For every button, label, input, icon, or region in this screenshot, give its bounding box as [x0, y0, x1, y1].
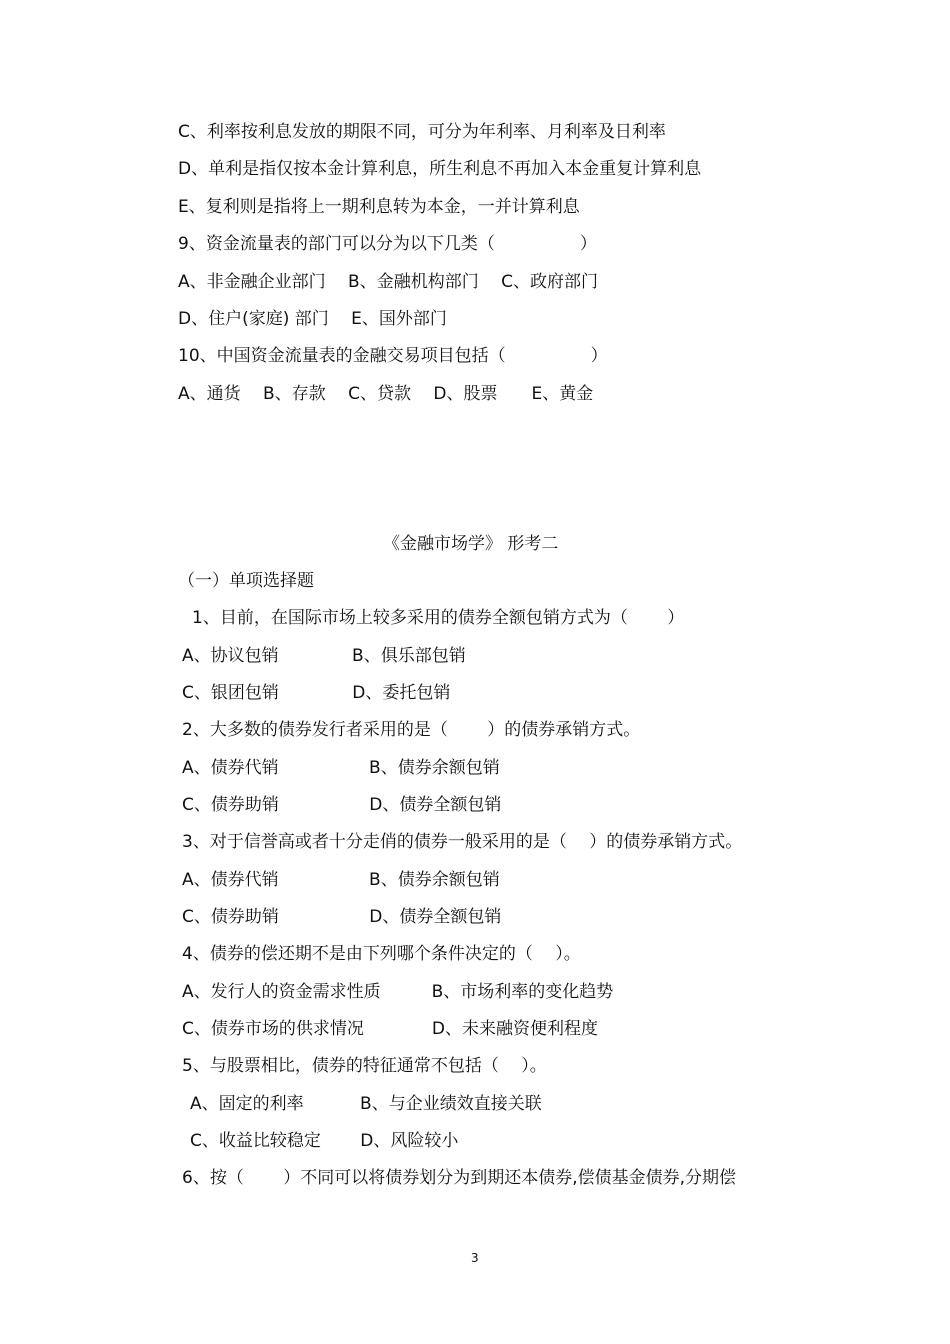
option-line: A、债券代销 B、债券余额包销 [182, 758, 500, 778]
question-text: 4、债券的偿还期不是由下列哪个条件决定的（ ）。 [182, 944, 581, 964]
option-line: C、收益比较稳定 D、风险较小 [190, 1131, 459, 1151]
text-line: 10、中国资金流量表的金融交易项目包括（ ） [178, 346, 608, 366]
text-line: C、利率按利息发放的期限不同，可分为年利率、月利率及日利率 [178, 122, 666, 142]
text-line: D、住户(家庭) 部门 E、国外部门 [178, 309, 447, 329]
section-heading: （一）单项选择题 [178, 571, 314, 591]
text-line: A、非金融企业部门 B、金融机构部门 C、政府部门 [178, 272, 598, 292]
page-number: 3 [471, 1251, 479, 1265]
section-title: 《金融市场学》 形考二 [383, 534, 559, 554]
option-line: C、债券助销 D、债券全额包销 [182, 795, 502, 815]
text-line: E、复利则是指将上一期利息转为本金，一并计算利息 [178, 197, 580, 217]
option-line: A、债券代销 B、债券余额包销 [182, 870, 500, 890]
option-line: C、银团包销 D、委托包销 [182, 683, 451, 703]
text-line: A、通货 B、存款 C、贷款 D、股票 E、黄金 [178, 384, 594, 404]
option-line: A、协议包销 B、俱乐部包销 [182, 646, 466, 666]
question-text: 1、目前，在国际市场上较多采用的债券全额包销方式为（ ） [192, 608, 685, 628]
question-text: 5、与股票相比，债券的特征通常不包括（ ）。 [182, 1056, 547, 1076]
option-line: A、固定的利率 B、与企业绩效直接关联 [190, 1094, 542, 1114]
text-line: 9、资金流量表的部门可以分为以下几类（ ） [178, 234, 597, 254]
question-text: 2、大多数的债券发行者采用的是（ ）的债券承销方式。 [182, 720, 641, 740]
question-text: 3、对于信誉高或者十分走俏的债券一般采用的是（ ）的债券承销方式。 [182, 832, 743, 852]
option-line: A、发行人的资金需求性质 B、市场利率的变化趋势 [182, 982, 614, 1002]
question-text: 6、按（ ）不同可以将债券划分为到期还本债券,偿债基金债券,分期偿 [182, 1168, 737, 1188]
option-line: C、债券市场的供求情况 D、未来融资便利程度 [182, 1019, 598, 1039]
text-line: D、单利是指仅按本金计算利息，所生利息不再加入本金重复计算利息 [178, 159, 702, 179]
option-line: C、债券助销 D、债券全额包销 [182, 907, 502, 927]
